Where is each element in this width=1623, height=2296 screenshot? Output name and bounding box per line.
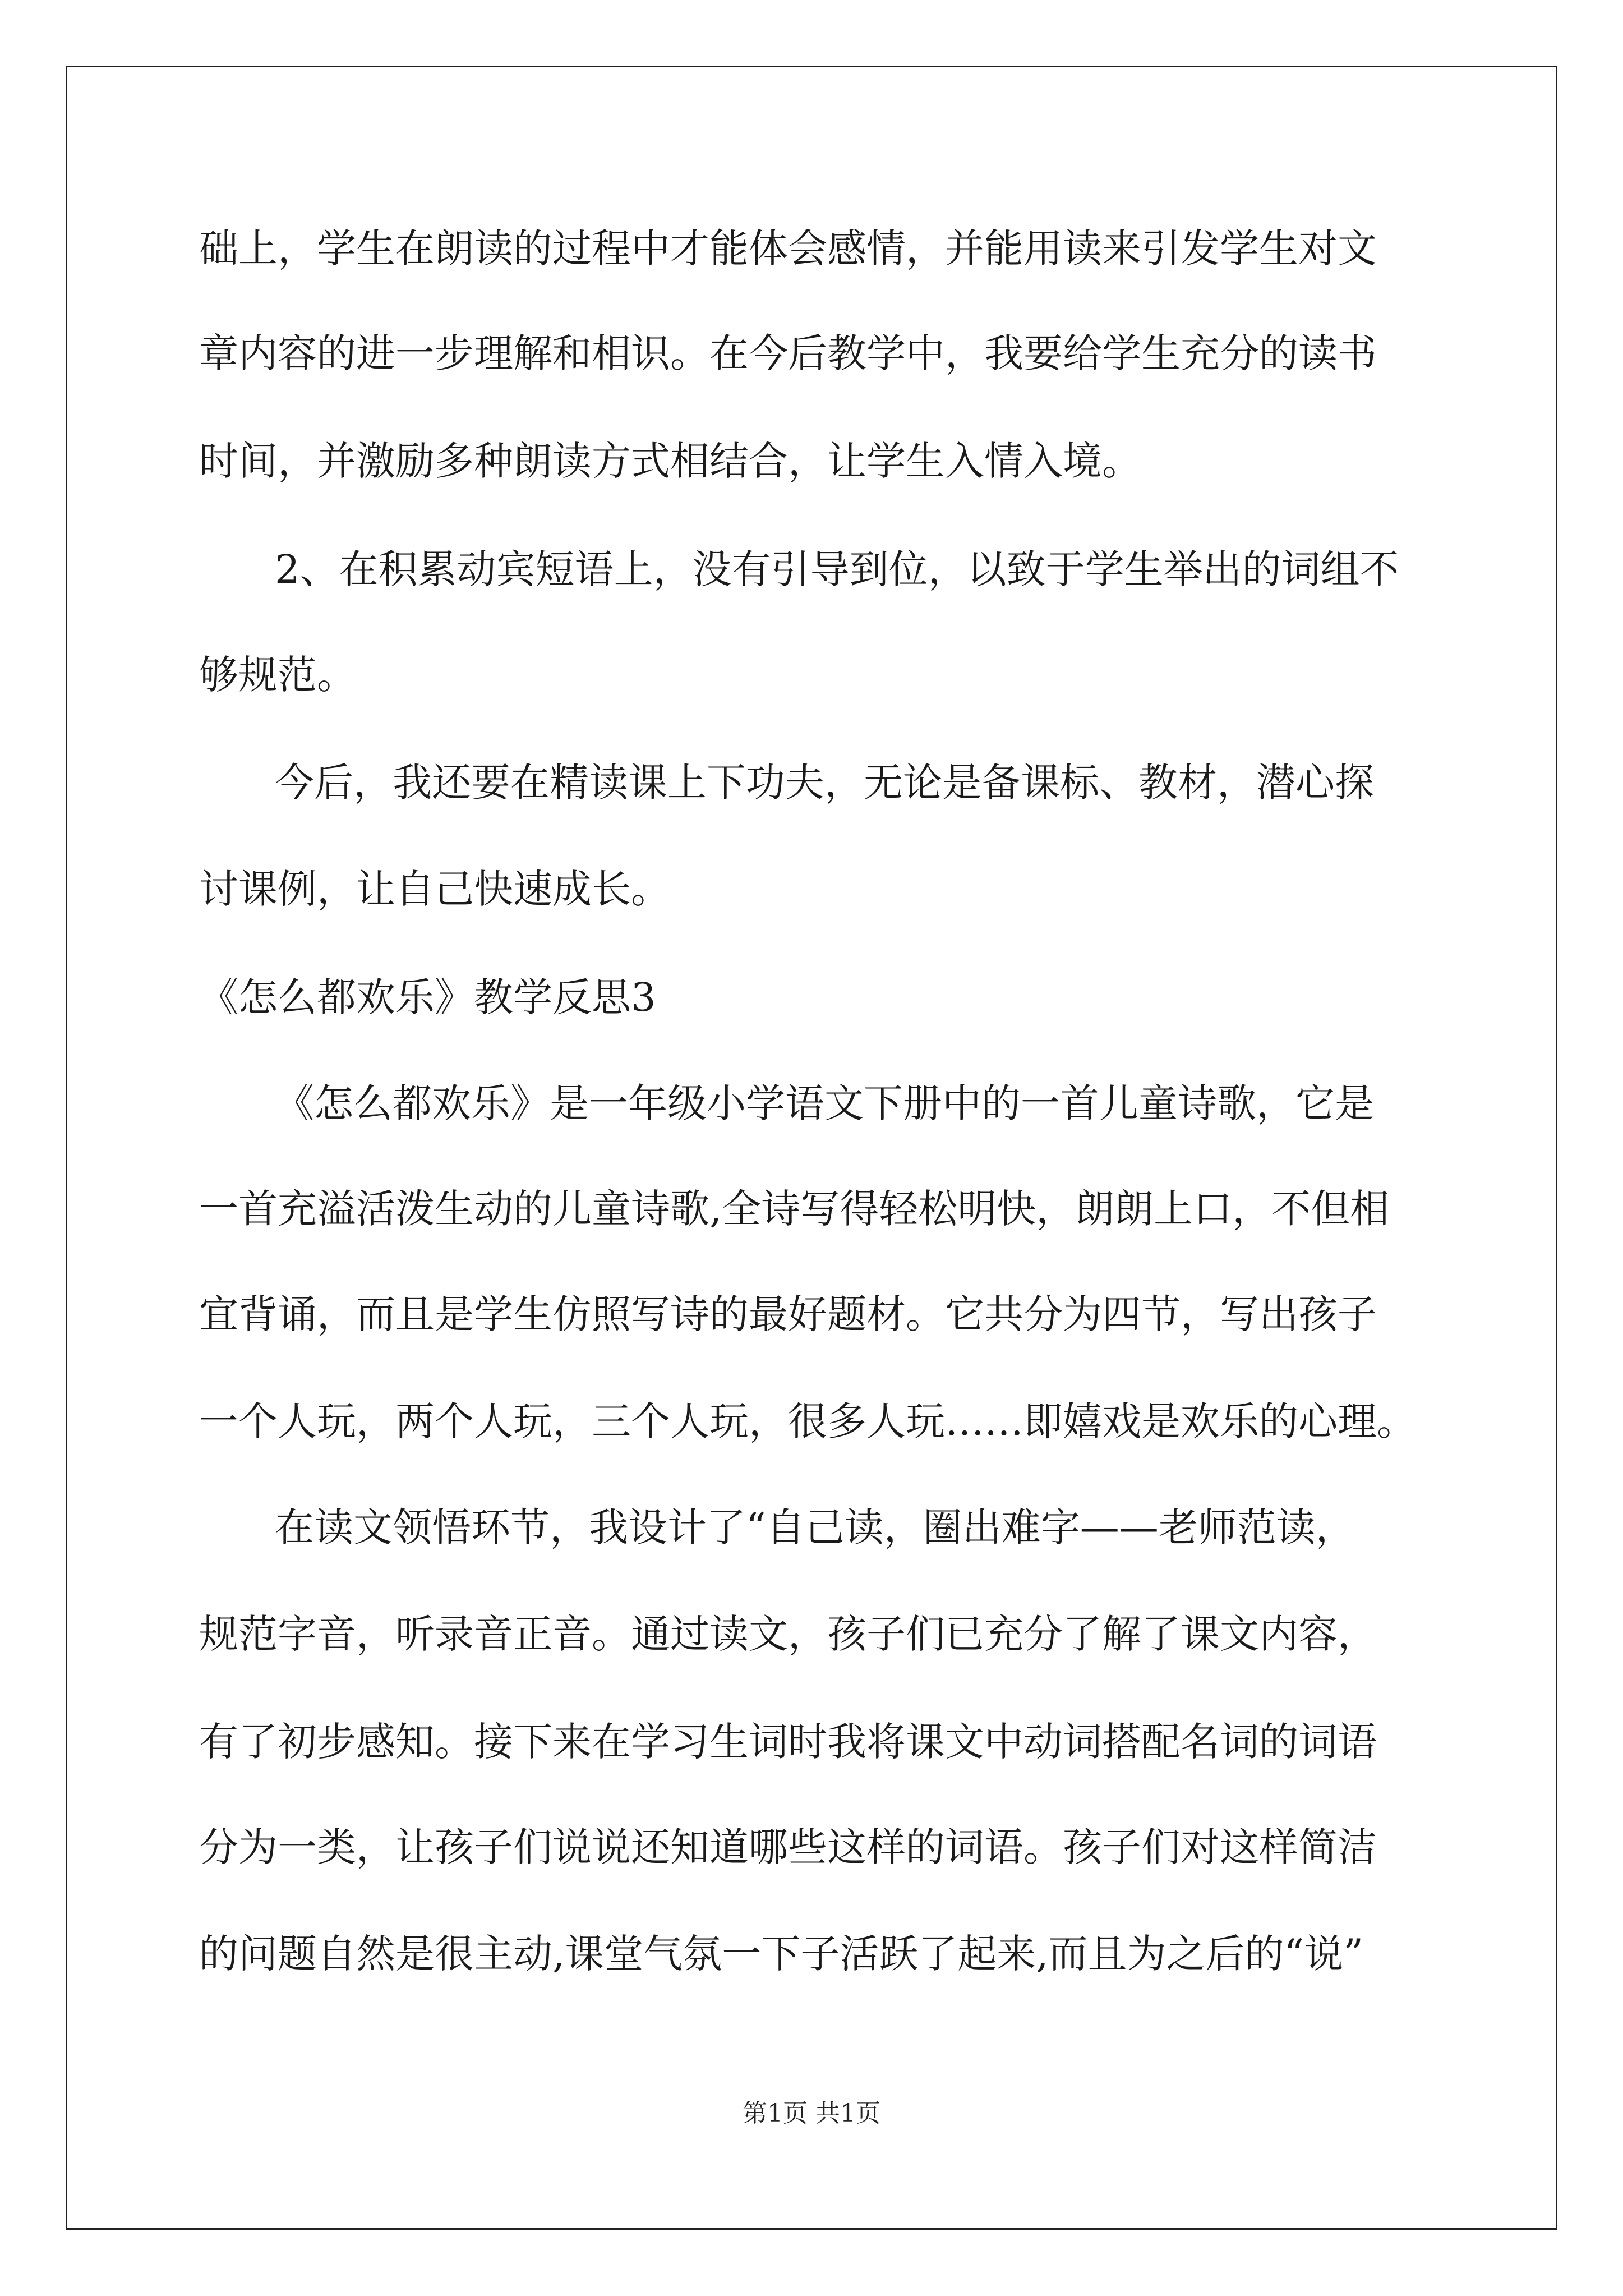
body-line-12: 一个人玩，两个人玩，三个人玩，很多人玩……即嬉戏是欢乐的心理。 [199, 1398, 1416, 1444]
page-footer: 第1页 共1页 [743, 2099, 880, 2128]
body-line-3: 时间，并激励多种朗读方式相结合，让学生入情入境。 [199, 438, 1141, 484]
body-line-16: 分为一类，让孩子们说说还知道哪些这样的词语。孩子们对这样简洁 [199, 1824, 1377, 1870]
body-line-15: 有了初步感知。接下来在学习生词时我将课文中动词搭配名词的词语 [199, 1719, 1377, 1765]
body-line-11: 宜背诵，而且是学生仿照写诗的最好题材。它共分为四节，写出孩子 [199, 1291, 1377, 1337]
body-line-9: 《怎么都欢乐》是一年级小学语文下册中的一首儿童诗歌，它是 [275, 1080, 1374, 1126]
body-line-13: 在读文领悟环节，我设计了“自己读，圈出难字——老师范读， [275, 1504, 1355, 1550]
section-heading: 《怎么都欢乐》教学反思3 [199, 974, 656, 1020]
body-line-5: 够规范。 [199, 652, 356, 698]
body-line-17: 的问题自然是很主动,课堂气氛一下子活跃了起来,而且为之后的“说” [199, 1931, 1364, 1977]
page-border [66, 66, 1557, 2230]
body-line-7: 讨课例，让自己快速成长。 [199, 866, 670, 912]
body-line-10: 一首充溢活泼生动的儿童诗歌,全诗写得轻松明快，朗朗上口，不但相 [199, 1186, 1390, 1232]
body-line-4: 2、在积累动宾短语上，没有引导到位，以致于学生举出的词组不 [275, 546, 1399, 592]
body-line-2: 章内容的进一步理解和相识。在今后教学中，我要给学生充分的读书 [199, 330, 1377, 376]
body-line-14: 规范字音，听录音正音。通过读文，孩子们已充分了解了课文内容， [199, 1611, 1377, 1657]
body-line-6: 今后，我还要在精读课上下功夫，无论是备课标、教材，潜心探 [275, 760, 1374, 806]
body-line-1: 础上，学生在朗读的过程中才能体会感情，并能用读来引发学生对文 [199, 226, 1377, 272]
